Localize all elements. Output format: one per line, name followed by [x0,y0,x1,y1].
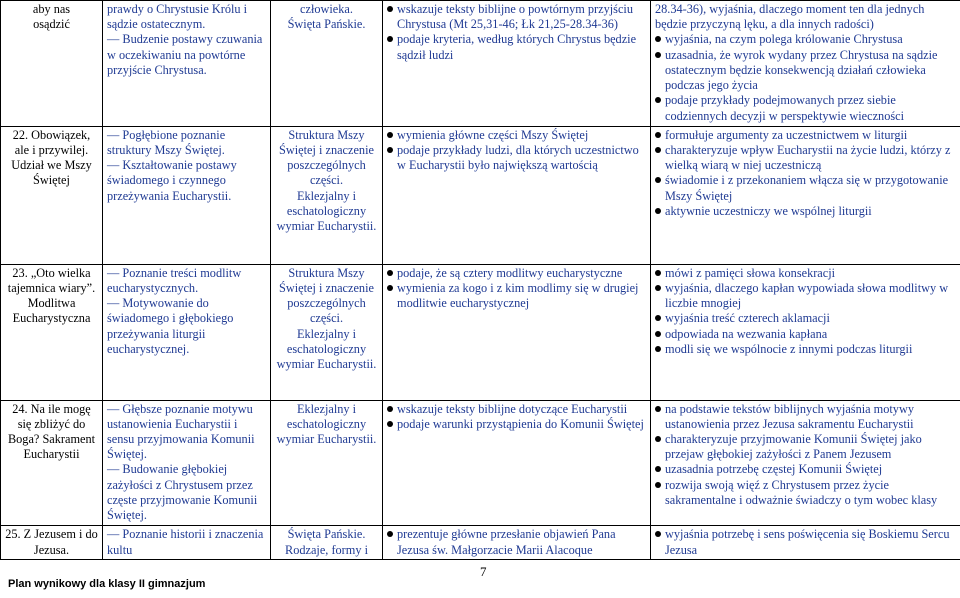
list-item: mówi z pamięci słowa konsekracji [655,266,956,281]
table-row [1,1,960,127]
bullet-icon [387,36,393,42]
topic-cell [1,126,103,264]
goals-cell [103,264,271,400]
goal-text: — Budowanie głębokiej zażyłości z Chrystusem przez częste przyjmowanie Komunii Świętej. [107,462,266,523]
bullet-icon [387,147,393,153]
topic-cell [1,1,103,127]
list-item: podaje przykłady ludzi, dla których uczestnictwo w Eucharystii było największą wartością [387,143,646,173]
page-number: 7 [480,564,487,579]
content-text: człowieka. [300,2,353,16]
extended-req-cell [651,526,960,560]
list-item: na podstawie tekstów biblijnych wyjaśnia motywy ustanowienia przez Jezusa sakramentu Eucharystii [655,402,956,432]
bullet-icon [655,270,661,276]
list-item: wyjaśnia, dlaczego kapłan wypowiada słowa modlitwy w liczbie mnogiej [655,281,956,311]
bullet-icon [387,132,393,138]
list-item: wymienia za kogo i z kim modlimy się w drugiej modlitwie eucharystycznej [387,281,646,311]
content-text: Święta Pańskie. Rodzaje, formy i [285,527,368,557]
bullet-icon [655,331,661,337]
table-row [1,264,960,400]
list-item: charakteryzuje wpływ Eucharystii na życie ludzi, którzy z wielką wiarą w niej uczestniczą [655,143,956,173]
content-text: Święta Pańskie. [287,17,366,32]
bullet-icon [655,132,661,138]
list-item: podaje, że są cztery modlitwy eucharystyczne [387,266,646,281]
bullet-icon [655,208,661,214]
list-item: podaje kryteria, według których Chrystus będzie sądził ludzi [387,32,646,62]
content-text: Eklezjalny i eschatologiczny wymiar Eucharystii. [276,188,377,234]
extended-req-cell [651,400,960,526]
goal-text: — Motywowanie do świadomego i głębokiego przeżywania liturgii eucharystycznej. [107,296,266,357]
list-item: charakteryzuje przyjmowanie Komunii Świętej jako przejaw głębokiej zażyłości z Panem Jezusem [655,432,956,462]
goal-text: — Poznanie treści modlitw eucharystycznych. [107,266,266,296]
bullet-icon [655,97,661,103]
content-text: Struktura Mszy Świętej i znaczenie poszczególnych części. [279,127,374,188]
goal-text: prawdy o Chrystusie Królu i sądzie ostatecznym. [107,2,248,32]
list-item: aktywnie uczestniczy we wspólnej liturgii [655,204,956,219]
topic-title: 23. „Oto wielka tajemnica wiary”. Modlitwa Eucharystyczna [7,265,96,326]
bullet-icon [387,270,393,276]
list-item: prezentuje główne przesłanie objawień Pana Jezusa św. Małgorzacie Marii Alacoque [387,527,646,557]
content-cell [271,400,383,526]
basic-req-cell [383,1,651,127]
content-cell [271,526,383,560]
bullet-icon [655,482,661,488]
extended-req-cell [651,264,960,400]
bullet-icon [655,466,661,472]
goals-cell [103,526,271,560]
list-item: wymienia główne części Mszy Świętej [387,128,646,143]
list-item: świadomie i z przekonaniem włącza się w przygotowanie Mszy Świętej [655,173,956,203]
basic-req-cell [383,400,651,526]
content-text: Eklezjalny i eschatologiczny wymiar Eucharystii. [276,326,377,372]
bullet-icon [655,436,661,442]
bullet-icon [387,285,393,291]
topic-line: aby nas [32,2,71,16]
goal-text: — Poznanie historii i znaczenia kultu [107,527,266,557]
bullet-icon [387,421,393,427]
bullet-icon [655,36,661,42]
list-item: formułuje argumenty za uczestnictwem w liturgii [655,128,956,143]
goal-text: — Pogłębione poznanie struktury Mszy Świętej. [107,128,266,158]
table-row [1,126,960,264]
bullet-icon [387,6,393,12]
bullet-icon [655,531,661,537]
bullet-icon [655,406,661,412]
goal-text: — Kształtowanie postawy świadomego i czynnego przeżywania Eucharystii. [107,158,266,204]
basic-req-cell [383,526,651,560]
goals-cell [103,126,271,264]
topic-title: 22. Obowiązek, ale i przywilej. Udział we Mszy Świętej [11,127,92,188]
goals-cell [103,400,271,526]
list-item-continued: 28.34-36), wyjaśnia, dlaczego moment ten dla jednych będzie przyczyną lęku, a dla innych radości) [655,2,925,32]
bullet-icon [387,406,393,412]
list-item: uzasadnia potrzebę częstej Komunii Świętej [655,462,956,477]
list-item: wyjaśnia treść czterech aklamacji [655,311,956,326]
table-row [1,526,960,560]
bullet-icon [655,147,661,153]
extended-req-cell [651,1,960,127]
topic-title: 24. Na ile mogę się zbliżyć do Boga? Sakrament Eucharystii [7,401,96,462]
list-item: wyjaśnia, na czym polega królowanie Chrystusa [655,32,956,47]
list-item: modli się we wspólnocie z innymi podczas liturgii [655,342,956,357]
list-item: podaje warunki przystąpienia do Komunii Świętej [387,417,646,432]
bullet-icon [655,285,661,291]
list-item: odpowiada na wezwania kapłana [655,327,956,342]
topic-cell [1,400,103,526]
bullet-icon [387,531,393,537]
topic-line: osądzić [33,17,70,32]
bullet-icon [655,346,661,352]
content-cell [271,126,383,264]
topic-title: 25. Z Jezusem i do Jezusa. [5,527,98,557]
basic-req-cell [383,126,651,264]
list-item: wskazuje teksty biblijne o powtórnym przyjściu Chrystusa (Mt 25,31-46; Łk 21,25-28.34-36) [387,2,646,32]
content-cell [271,264,383,400]
topic-cell [1,526,103,560]
list-item: wyjaśnia potrzebę i sens poświęcenia się Boskiemu Sercu Jezusa [655,527,956,557]
footer-title: Plan wynikowy dla klasy II gimnazjum [8,578,206,590]
list-item: podaje przykłady podejmowanych przez siebie codziennych decyzji w perspektywie wieczności [655,93,956,123]
extended-req-cell [651,126,960,264]
bullet-icon [655,52,661,58]
content-cell [271,1,383,127]
goals-cell [103,1,271,127]
content-text: Struktura Mszy Świętej i znaczenie poszczególnych części. [279,265,374,326]
topic-cell [1,264,103,400]
bullet-icon [655,315,661,321]
content-text: Eklezjalny i eschatologiczny wymiar Eucharystii. [276,401,377,447]
goal-text: — Głębsze poznanie motywu ustanowienia Eucharystii i sensu przyjmowania Komunii Świętej. [107,402,266,463]
basic-req-cell [383,264,651,400]
list-item: rozwija swoją więź z Chrystusem przez życie sakramentalne i odważnie świadczy o tym wobec klasy [655,478,956,508]
bullet-icon [655,177,661,183]
goal-text: — Budzenie postawy czuwania w oczekiwaniu na powtórne przyjście Chrystusa. [107,32,266,78]
table-row [1,400,960,526]
list-item: wskazuje teksty biblijne dotyczące Eucharystii [387,402,646,417]
list-item: uzasadnia, że wyrok wydany przez Chrystusa na sądzie ostatecznym będzie konsekwencją działań człowieka podczas jego życia [655,48,956,94]
